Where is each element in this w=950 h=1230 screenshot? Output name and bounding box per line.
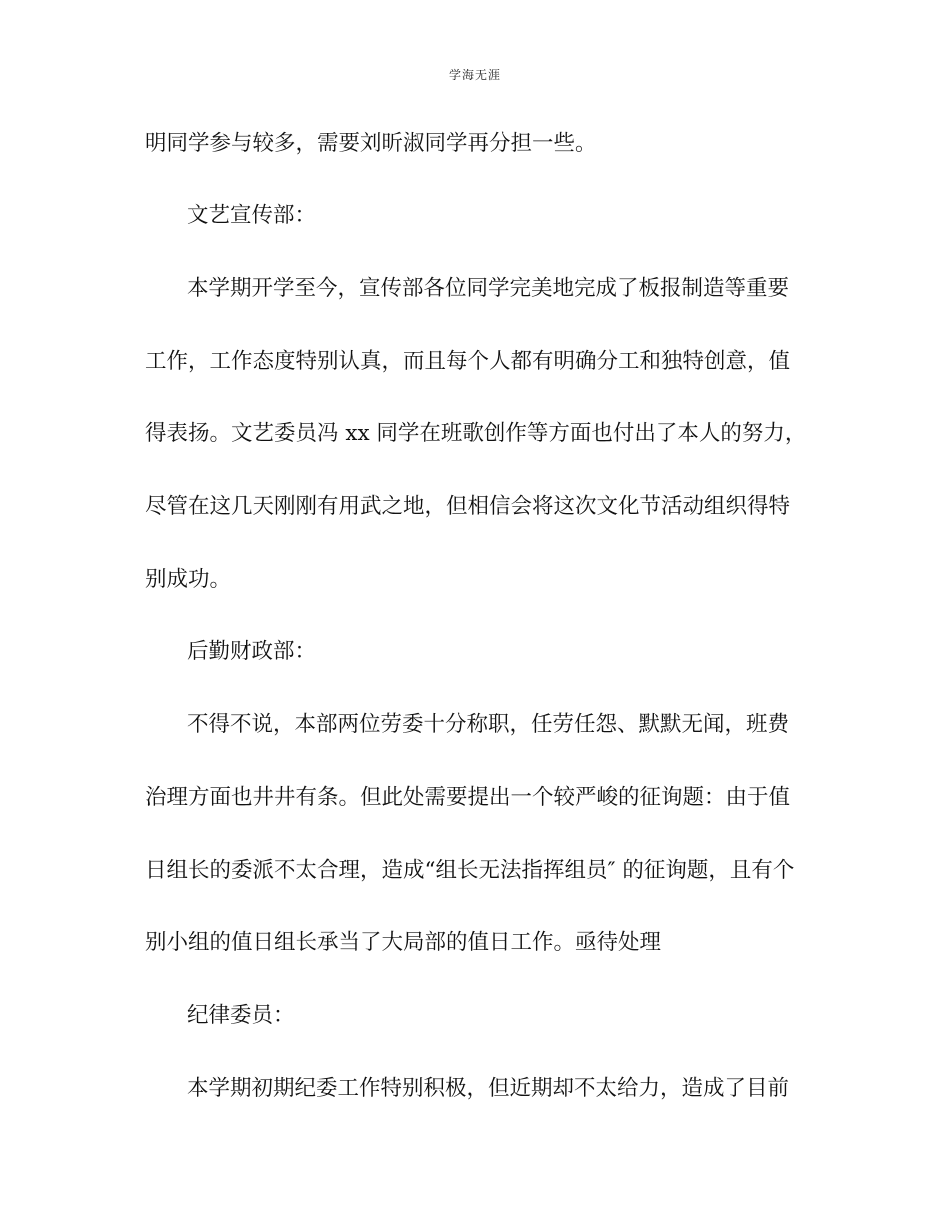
section-heading-logistics-finance: 后勤财政部： xyxy=(187,639,317,664)
text-line: 别小组的值日组长承当了大局部的值日工作。亟待处理 xyxy=(145,930,662,955)
text-line: 不得不说，本部两位劳委十分称职，任劳任怨、默默无闻，班费 xyxy=(187,712,790,737)
text-line: 别成功。 xyxy=(145,567,232,592)
page-header: 学海无涯 xyxy=(448,68,501,82)
text-line: 日组长的委派不太合理，造成“组长无法指挥组员″ 的征询题，且有个 xyxy=(145,858,795,883)
text-line: 本学期初期纪委工作特别积极，但近期却不太给力，造成了目前 xyxy=(187,1076,790,1101)
section-heading-discipline: 纪律委员： xyxy=(187,1003,295,1028)
section-heading-arts-publicity: 文艺宣传部： xyxy=(187,203,317,228)
text-line: 明同学参与较多，需要刘昕淑同学再分担一些。 xyxy=(145,131,597,156)
text-line: 治理方面也井井有条。但此处需要提出一个较严峻的征询题：由于值 xyxy=(145,785,791,810)
text-line: 得表扬。文艺委员冯 xx 同学在班歌创作等方面也付出了本人的努力， xyxy=(145,421,807,446)
text-line: 工作，工作态度特别认真，而且每个人都有明确分工和独特创意，值 xyxy=(145,349,791,374)
text-line: 本学期开学至今，宣传部各位同学完美地完成了板报制造等重要 xyxy=(187,276,790,301)
text-line: 尽管在这几天刚刚有用武之地，但相信会将这次文化节活动组织得特 xyxy=(145,494,791,519)
